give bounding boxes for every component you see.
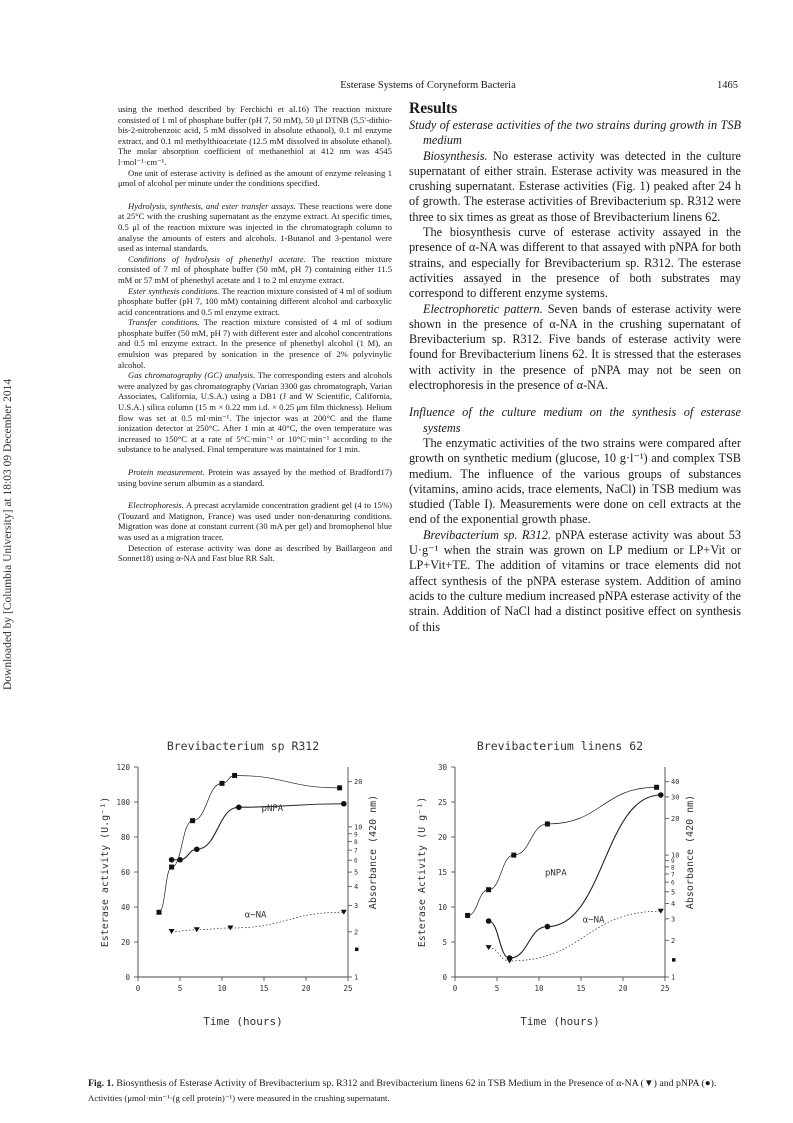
data-point-triangle <box>507 958 513 963</box>
data-point-square <box>545 821 550 826</box>
data-point-square <box>232 773 237 778</box>
data-point-square <box>465 913 470 918</box>
running-head: Esterase Systems of Coryneform Bacteria <box>340 80 516 91</box>
y2-axis-label: Absorbance (420 nm) <box>368 794 379 910</box>
y2-tick-label: 8 <box>671 864 675 872</box>
data-point-square <box>337 785 342 790</box>
x-tick-label: 0 <box>452 984 458 993</box>
y2-tick-label: 4 <box>354 883 359 892</box>
data-point-square <box>511 853 516 858</box>
data-point-circle <box>486 918 492 924</box>
data-point-square <box>157 910 162 915</box>
paragraph-heading: Gas chromatography (GC) analysis. <box>128 370 256 381</box>
y-tick-label: 15 <box>437 868 447 877</box>
paragraph: The enzymatic activities of the two strains were compared after growth on synthetic medium (glucose, 10 g·l⁻¹) and complex TSB medium. The influence of the various groups of substances (vitamins, amino acids, trace elements, NaCl) in TSB medium was studied (Table I). Measurements were done on cell extracts at the end of the exponential growth phase. <box>409 435 741 527</box>
y-axis-label: Esterase Activity (U g⁻¹) <box>417 796 428 948</box>
series-label: pNPA <box>261 803 284 814</box>
y-tick-label: 10 <box>437 903 447 912</box>
paragraph-heading: Biosynthesis. <box>423 148 488 163</box>
x-tick-label: 20 <box>301 984 311 993</box>
paragraph: using the method described by Ferchichi et al.16) The reaction mixture consisted of 1 ml of phosphate buffer (pH 7, 50 mM), 50 μl DTNB (5,5′-dithio-bis-2-nitrobenzoic acid, 5 mM dissolved in absolute ethanol), 0.1 ml enzyme extract, and 0.1 ml methylthioacetate (12.5 mM dissolved in absolute ethanol). The molar absorption coefficient of methanethiol at 412 nm was 4545 l·mol⁻¹·cm⁻¹. <box>118 104 392 167</box>
paragraph-heading: Brevibacterium sp. R312. <box>423 527 551 542</box>
y2-tick-label: 3 <box>671 915 676 924</box>
paragraph: Brevibacterium sp. R312. pNPA esterase activity was about 53 U·g⁻¹ when the strain was grown on LP medium or LP+Vit or LP+Vit+TE. The addition of vitamins or trace elements did not affect synthesis of the pNPA esterase system. Addition of amino acids to the culture medium increased pNPA esterase activity of the strain. Addition of NaCl had a distinct positive effect on synthesis of this <box>409 527 741 634</box>
y-tick-label: 60 <box>120 868 130 877</box>
y2-tick-label: 6 <box>354 857 358 865</box>
y2-axis-label: Absorbance (420 nm) <box>685 794 696 910</box>
y2-tick-label: 10 <box>354 823 363 832</box>
paragraph-heading: Ester synthesis conditions. <box>128 285 220 296</box>
y2-tick-label: 4 <box>671 900 676 909</box>
data-point-circle <box>169 857 175 863</box>
y2-tick-label: 1 <box>671 973 676 982</box>
y2-tick-label: 6 <box>671 879 675 887</box>
page-number: 1465 <box>717 80 738 91</box>
paragraph: Biosynthesis. No esterase activity was detected in the culture supernatant of either strain. Esterase activity was measured in the crushing supernatant. Esterase activities (Fig. 1) peaked after 24 h of growth. The esterase activities of Brevibacterium sp. R312 were three to six times as great as those of Brevibacterium linens 62. <box>409 148 741 224</box>
y2-tick-label: 30 <box>671 793 680 802</box>
download-note: Downloaded by [Columbia University] at 18:03 09 December 2014 <box>2 378 14 690</box>
x-tick-label: 5 <box>177 984 183 993</box>
paragraph: Hydrolysis, synthesis, and ester transfer assays. These reactions were done at 25°C with the crushing supernatant as the enzyme extract. At specific times, 0.5 μl of the reaction mixture was injected in the chromatograph column to analyse the amounts of esters and alcohols. 1-Butanol and 3-pentanol were used as internal standards. <box>118 200 392 254</box>
paragraph: Protein measurement. Protein was assayed by the method of Bradford17) using bovine serum albumin as a standard. <box>118 467 392 488</box>
chart-title: Brevibacterium linens 62 <box>476 739 644 753</box>
data-point-circle <box>236 804 242 810</box>
caption-footnote: Activities (μmol·min⁻¹·(g cell protein)⁻¹) were measured in the crushing supernatant. <box>88 1093 390 1103</box>
y-tick-label: 30 <box>437 763 447 772</box>
figure-1 <box>88 690 768 1055</box>
data-point-circle <box>545 924 551 930</box>
y2-tick-label: 10 <box>671 851 680 860</box>
paragraph: Electrophoretic pattern. Seven bands of esterase activity were shown in the presence of α-NA in the crushing supernatant of Brevibacterium sp. R312. Five bands of esterase activity were found for Brevibacterium linens 62. It is stressed that the esterases with activity in the presence of pNPA may not be seen on electrophoresis in the presence of α-NA. <box>409 301 741 393</box>
y2-tick-label: 9 <box>671 858 675 866</box>
data-point-triangle <box>169 929 175 934</box>
series-label: pNPA <box>544 868 567 879</box>
x-tick-label: 10 <box>217 984 227 993</box>
y2-tick-label: 20 <box>354 778 363 787</box>
y-tick-label: 0 <box>442 973 447 982</box>
y-tick-label: 25 <box>437 798 447 807</box>
figure-caption <box>88 1078 758 1104</box>
subsection-title: Influence of the culture medium on the synthesis of esterase systems <box>409 405 741 435</box>
section-title: Results <box>409 100 458 117</box>
y2-tick-label: 7 <box>671 871 675 879</box>
x-tick-label: 20 <box>618 984 628 993</box>
data-point-square <box>190 818 195 823</box>
y2-tick-label: 40 <box>671 778 680 787</box>
y2-tick-label: 8 <box>354 838 358 846</box>
y-tick-label: 0 <box>125 973 130 982</box>
y2-tick-label: 5 <box>671 888 676 897</box>
data-point-circle <box>341 801 347 807</box>
x-tick-label: 25 <box>660 984 670 993</box>
data-point-circle <box>658 792 664 798</box>
data-point-square <box>220 781 225 786</box>
series-line-1-2 <box>468 787 657 915</box>
absorbance-marker <box>672 958 676 962</box>
series-label: α−NA <box>582 915 605 926</box>
caption-text: Fig. 1. Biosynthesis of Esterase Activity of Brevibacterium sp. R312 and Brevibacterium linens 62 in TSB Medium in the Presence of α-NA (▼) and pNPA (●). <box>88 1078 717 1089</box>
paragraph: One unit of esterase activity is defined as the amount of enzyme releasing 1 μmol of alcohol per minute under the conditions specified. <box>118 167 392 189</box>
data-point-square <box>486 887 491 892</box>
caption-label: Fig. 1. <box>88 1078 114 1089</box>
subsection-title: Study of esterase activities of the two strains during growth in TSB medium <box>409 118 741 148</box>
page-header <box>118 80 738 96</box>
x-tick-label: 15 <box>259 984 269 993</box>
y-tick-label: 20 <box>437 833 447 842</box>
paragraph: The biosynthesis curve of esterase activity assayed in the presence of α-NA was different to that assayed with pNPA for both strains, and especially for Brevibacterium sp. R312. The esterase activities assayed in the presence of both substrates may correspond to different enzyme systems. <box>409 225 741 301</box>
x-axis-label: Time (hours) <box>520 1015 600 1028</box>
y2-tick-label: 7 <box>354 847 358 855</box>
y-tick-label: 20 <box>120 938 130 947</box>
paragraph: Ester synthesis conditions. The reaction mixture consisted of 4 ml of sodium phosphate buffer (pH 7, 100 mM) containing different alcohol and carboxylic acid concentrations and 0.5 ml enzyme extract. <box>118 285 392 317</box>
y-tick-label: 40 <box>120 903 130 912</box>
y2-tick-label: 5 <box>354 868 359 877</box>
x-tick-label: 15 <box>576 984 586 993</box>
x-tick-label: 0 <box>135 984 141 993</box>
x-tick-label: 25 <box>343 984 353 993</box>
series-line-0-2 <box>159 775 340 912</box>
data-point-triangle <box>486 945 492 950</box>
series-label: α−NA <box>244 910 267 921</box>
paragraph-heading: Electrophoretic pattern. <box>423 301 543 316</box>
right-column <box>409 101 741 635</box>
y2-tick-label: 3 <box>354 901 359 910</box>
y-tick-label: 80 <box>120 833 130 842</box>
paragraph-heading: Transfer conditions. <box>128 317 200 328</box>
figure-1-charts <box>88 690 768 1055</box>
series-line-1-0 <box>489 795 661 958</box>
x-tick-label: 10 <box>534 984 544 993</box>
paragraph-heading: Conditions of hydrolysis of phenethyl acetate. <box>128 253 306 264</box>
paragraph: Detection of esterase activity was done as described by Baillargeon and Sonnet18) using α-NA and Fast blue RR Salt. <box>118 542 392 564</box>
paragraph: Conditions of hydrolysis of phenethyl acetate. The reaction mixture consisted of 7 ml of phosphate buffer (50 mM, pH 7) containing either 11.5 mM or 57 mM of phenethyl acetate and 1 to 2 ml enzyme extract. <box>118 253 392 285</box>
paragraph: Gas chromatography (GC) analysis. The corresponding esters and alcohols were analyzed by gas chromatography (Varian 3300 gas chromatograph, Varian Associates, California, U.S.A.) using a DB1 (J and W Scientific, California, U.S.A.) silica column (15 m × 0.22 mm i.d. × 0.25 μm film thickness). Helium flow was set at 0.5 ml·min⁻¹. The injector was at 200°C and the flame ionization detector at 250°C. After 1 min at 40°C, the oven temperature was increased to 150°C at a rate of 5°C·min⁻¹ or 10°C·min⁻¹ according to the substance to be analysed. Final temperature was maintained for 1 min. <box>118 370 392 455</box>
y2-tick-label: 9 <box>354 831 358 839</box>
chart-title: Brevibacterium sp R312 <box>166 739 320 753</box>
left-column <box>118 104 392 564</box>
y2-tick-label: 20 <box>671 814 680 823</box>
data-point-triangle <box>194 927 200 932</box>
data-point-square <box>169 865 174 870</box>
absorbance-marker <box>355 948 359 952</box>
y2-tick-label: 2 <box>354 928 359 937</box>
y-tick-label: 100 <box>116 798 130 807</box>
y2-tick-label: 1 <box>354 973 359 982</box>
paragraph-heading: Hydrolysis, synthesis, and ester transfer assays. <box>128 200 296 211</box>
data-point-circle <box>194 846 200 852</box>
paragraph-heading: Electrophoresis. <box>128 500 184 511</box>
y-axis-label: Esterase activity (U.g⁻¹) <box>100 796 111 948</box>
y-tick-label: 5 <box>442 938 447 947</box>
data-point-square <box>654 785 659 790</box>
y2-tick-label: 2 <box>671 936 676 945</box>
paragraph-heading: Protein measurement. <box>128 467 205 477</box>
series-line-1-1 <box>489 911 661 961</box>
paragraph: Electrophoresis. A precast acrylamide concentration gradient gel (4 to 15%) (Touzard and Matignon, France) was used under non-denaturing conditions. Migration was done at constant current (30 mA per gel) and bromophenol blue was used as a migration tracer. <box>118 500 392 542</box>
x-axis-label: Time (hours) <box>203 1015 283 1028</box>
download-watermark <box>0 0 16 1123</box>
y-tick-label: 120 <box>116 763 130 772</box>
paragraph: Transfer conditions. The reaction mixture consisted of 4 ml of sodium phosphate buffer (50 mM, pH 7) with different ester and alcohol concentrations and 0.5 ml enzyme extract. In the presence of phenethyl alcohol (1 M), an emulsion was prepared by sonication in the presence of 2% polyvinylic alcohol. <box>118 317 392 370</box>
x-tick-label: 5 <box>494 984 500 993</box>
